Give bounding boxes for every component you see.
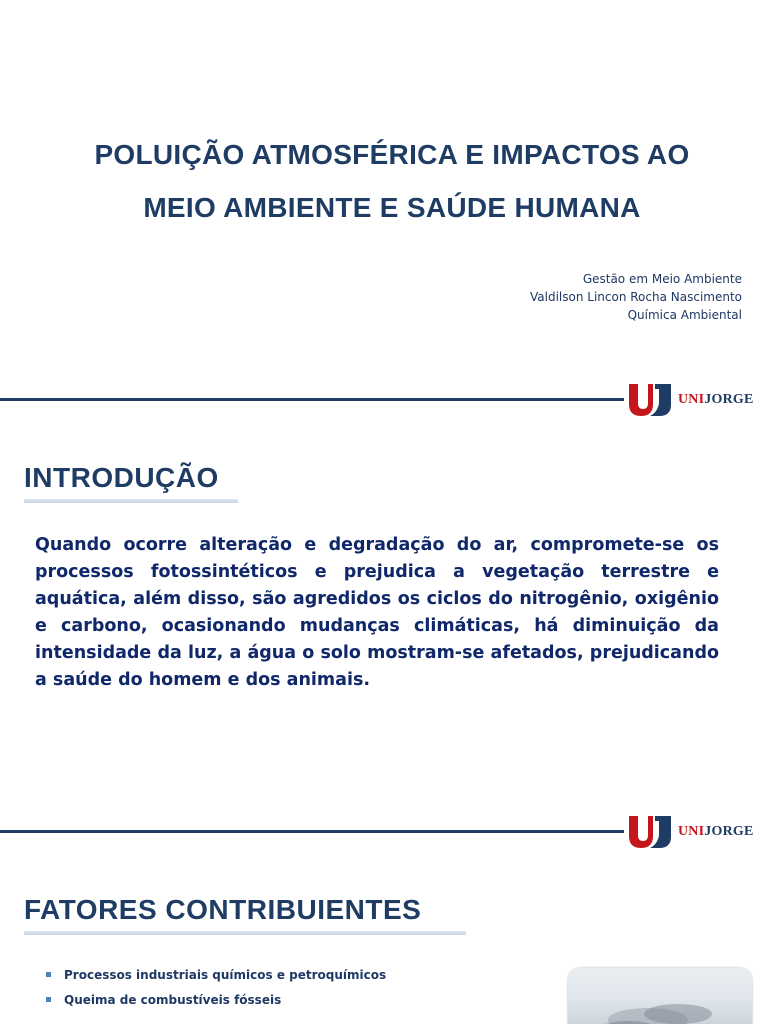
divider-line <box>0 830 624 833</box>
logo-wordmark: UNIJORGE <box>678 392 754 407</box>
factors-slide <box>0 864 768 1024</box>
divider-line <box>0 398 624 401</box>
industrial-smoke-photo <box>568 968 752 1024</box>
unijorge-logo <box>628 815 758 849</box>
list-item: Queima de combustíveis fósseis <box>46 989 386 1014</box>
course-name: Gestão em Meio Ambiente <box>582 272 742 286</box>
author-name: Valdilson Lincon Rocha Nascimento <box>530 290 742 304</box>
square-bullet-icon <box>46 972 51 977</box>
introduction-paragraph: Quando ocorre alteração e degradação do ar, compromete-se os processos fotossintéticos e prejudica a vegetação terrestre e aquática, além disso, são agredidos os ciclos do nitrogênio, oxigênio e carbono, ocasionando mudanças climáticas, há diminuição da intensidade da luz, a água o solo mostram-se afetados, prejudicando a saúde do homem e dos animais. <box>35 535 719 690</box>
title-line-1: POLUIÇÃO ATMOSFÉRICA E IMPACTOS AO <box>94 139 690 170</box>
smokestack-image-icon <box>568 968 752 1024</box>
section-heading: INTRODUÇÃO <box>24 462 219 493</box>
logo-wordmark: UNIJORGE <box>678 824 754 839</box>
subject-name: Química Ambiental <box>627 308 742 322</box>
square-bullet-icon <box>46 997 51 1002</box>
list-item: Processos industriais químicos e petroquímicos <box>46 964 386 989</box>
title-line-2: MEIO AMBIENTE E SAÚDE HUMANA <box>143 192 641 223</box>
heading-underline <box>24 931 466 935</box>
uj-logo-icon <box>628 815 672 849</box>
heading-underline <box>24 499 238 503</box>
factors-list <box>46 964 386 1014</box>
introduction-slide <box>0 432 768 864</box>
title-slide <box>0 0 768 432</box>
uj-logo-icon <box>628 383 672 417</box>
presentation-info <box>530 270 742 324</box>
unijorge-logo <box>628 383 758 417</box>
presentation-title <box>30 128 754 234</box>
section-heading: FATORES CONTRIBUIENTES <box>24 894 422 925</box>
